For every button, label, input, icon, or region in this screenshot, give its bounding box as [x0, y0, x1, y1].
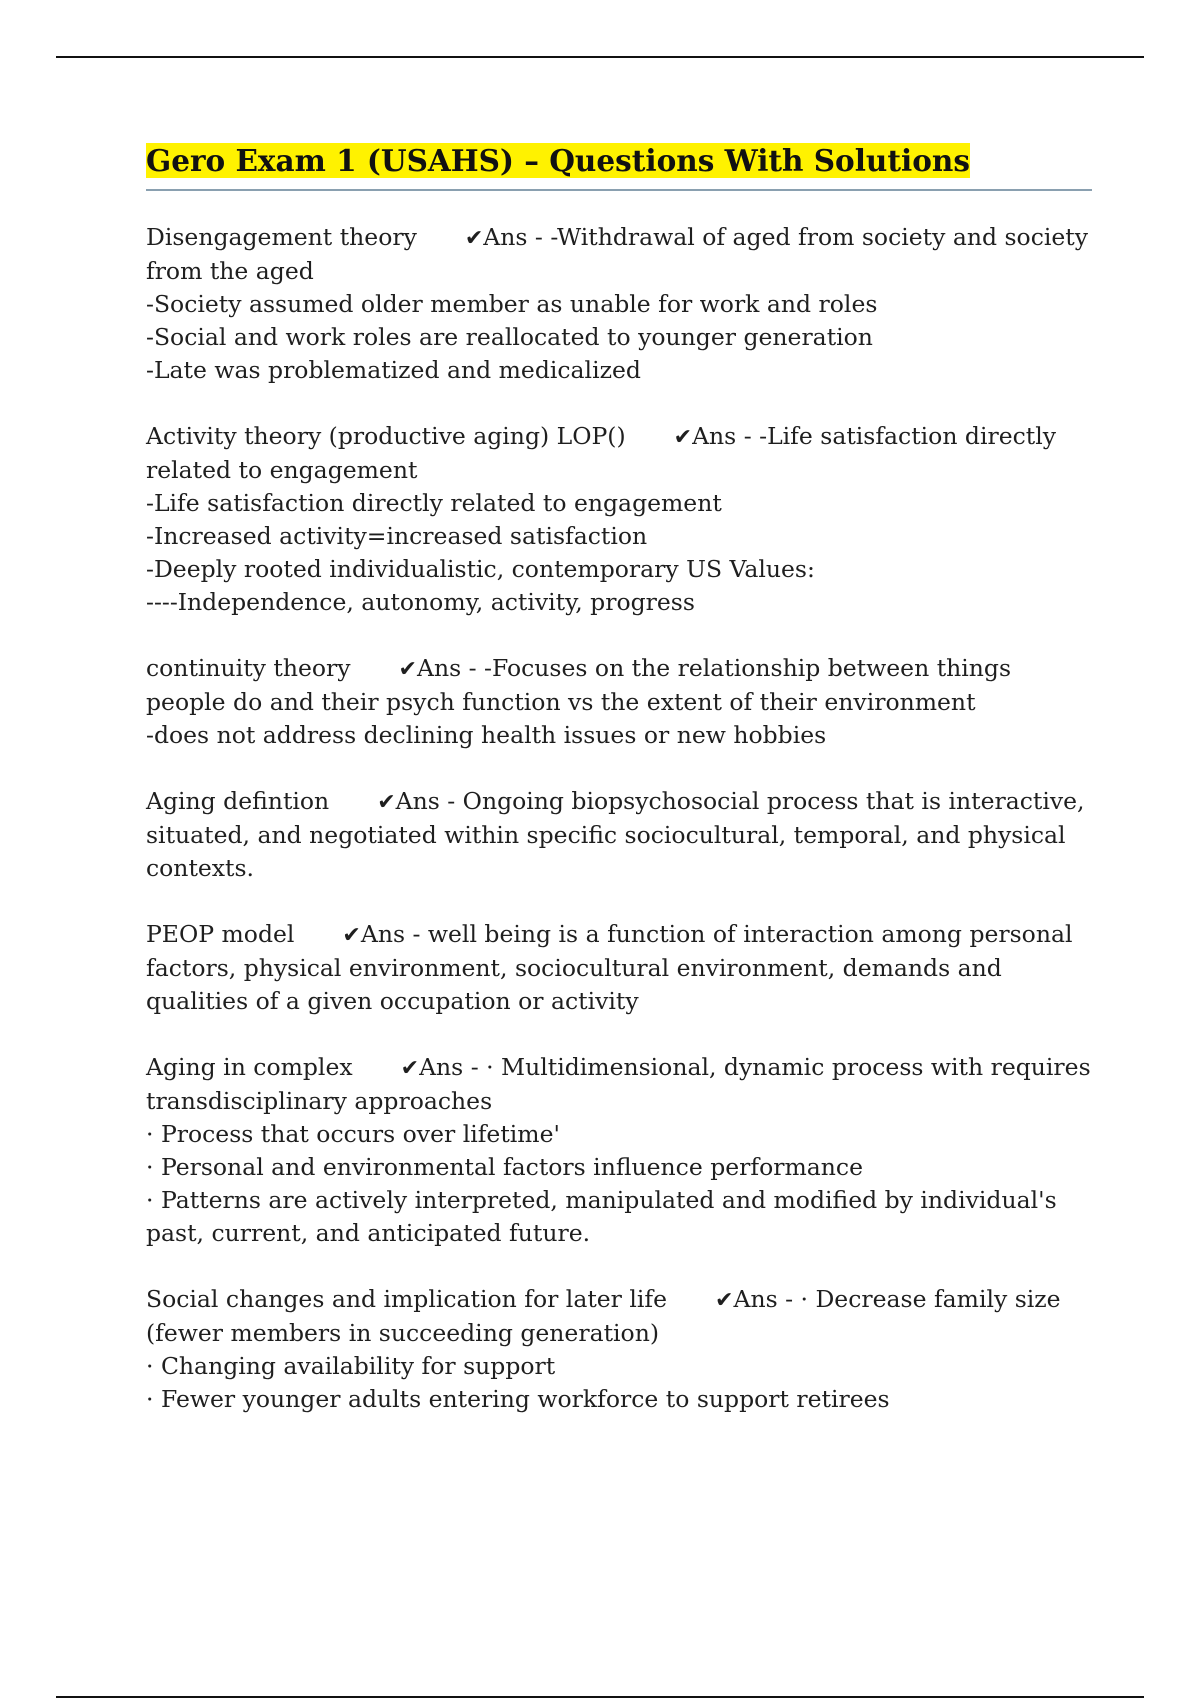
- qa-entry-aging-definition: [146, 785, 1092, 885]
- checkmark-icon: ✔: [398, 657, 417, 683]
- ans-label: Ans -: [360, 920, 428, 949]
- qa-term: PEOP model: [146, 920, 295, 949]
- qa-answer: -Life satisfaction directly related to engagement -Life satisfaction directly related to engagement -Increased activity=increased satisfaction -Deeply rooted individualistic, contemporary US Values: ----Independence, autonomy, activity, progress: [146, 422, 1057, 617]
- qa-term: Social changes and implication for later life: [146, 1285, 668, 1314]
- qa-entry-social-changes: [146, 1283, 1092, 1416]
- qa-term: Aging defintion: [146, 787, 330, 816]
- ans-label: Ans -: [416, 654, 485, 683]
- ans-label: Ans -: [692, 422, 760, 451]
- qa-term: Disengagement theory: [146, 223, 417, 252]
- qa-entry-disengagement-theory: [146, 221, 1092, 387]
- ans-label: Ans -: [733, 1285, 801, 1314]
- qa-answer: Ongoing biopsychosocial process that is interactive, situated, and negotiated within specific sociocultural, temporal, and physical contexts.: [146, 787, 1085, 883]
- qa-entry-activity-theory: [146, 420, 1092, 619]
- qa-term: Aging in complex: [146, 1053, 353, 1082]
- checkmark-icon: ✔: [673, 425, 693, 451]
- document-title: Gero Exam 1 (USAHS) – Questions With Solutions: [146, 143, 970, 178]
- ans-label: Ans -: [395, 787, 463, 816]
- qa-entry-continuity-theory: [146, 652, 1092, 752]
- qa-answer: · Decrease family size (fewer members in succeeding generation) · Changing availability for support · Fewer younger adults entering workforce to support retirees: [146, 1285, 1061, 1414]
- checkmark-icon: ✔: [377, 790, 396, 816]
- checkmark-icon: ✔: [400, 1056, 420, 1082]
- checkmark-icon: ✔: [342, 923, 361, 949]
- qa-answer: · Multidimensional, dynamic process with requires transdisciplinary approaches · Process that occurs over lifetime' · Personal and environmental factors influence performance · Patterns are actively interpreted, manipulated and modified by individual's past, current, and anticipated future.: [146, 1053, 1091, 1248]
- ans-label: Ans -: [483, 223, 551, 252]
- qa-answer: -Withdrawal of aged from society and society from the aged -Society assumed older member as unable for work and roles -Social and work roles are reallocated to younger generation -Late was problematized and medicalized: [146, 223, 1089, 385]
- qa-entry-peop-model: [146, 918, 1092, 1018]
- footer-rule: [56, 1696, 1144, 1698]
- qa-term: Activity theory (productive aging) LOP(): [146, 422, 626, 451]
- checkmark-icon: ✔: [715, 1288, 734, 1314]
- ans-label: Ans -: [419, 1053, 487, 1082]
- checkmark-icon: ✔: [464, 226, 484, 252]
- header-rule: [56, 56, 1144, 58]
- qa-entry-aging-in-complex: [146, 1051, 1092, 1250]
- qa-answer: -Focuses on the relationship between things people do and their psych function vs the extent of their environment -does not address declining health issues or new hobbies: [146, 654, 1012, 750]
- qa-term: continuity theory: [146, 654, 351, 683]
- qa-answer: well being is a function of interaction among personal factors, physical environment, sociocultural environment, demands and qualities of a given occupation or activity: [146, 920, 1073, 1016]
- title-block: [146, 140, 1092, 191]
- document-body: [146, 140, 1092, 1449]
